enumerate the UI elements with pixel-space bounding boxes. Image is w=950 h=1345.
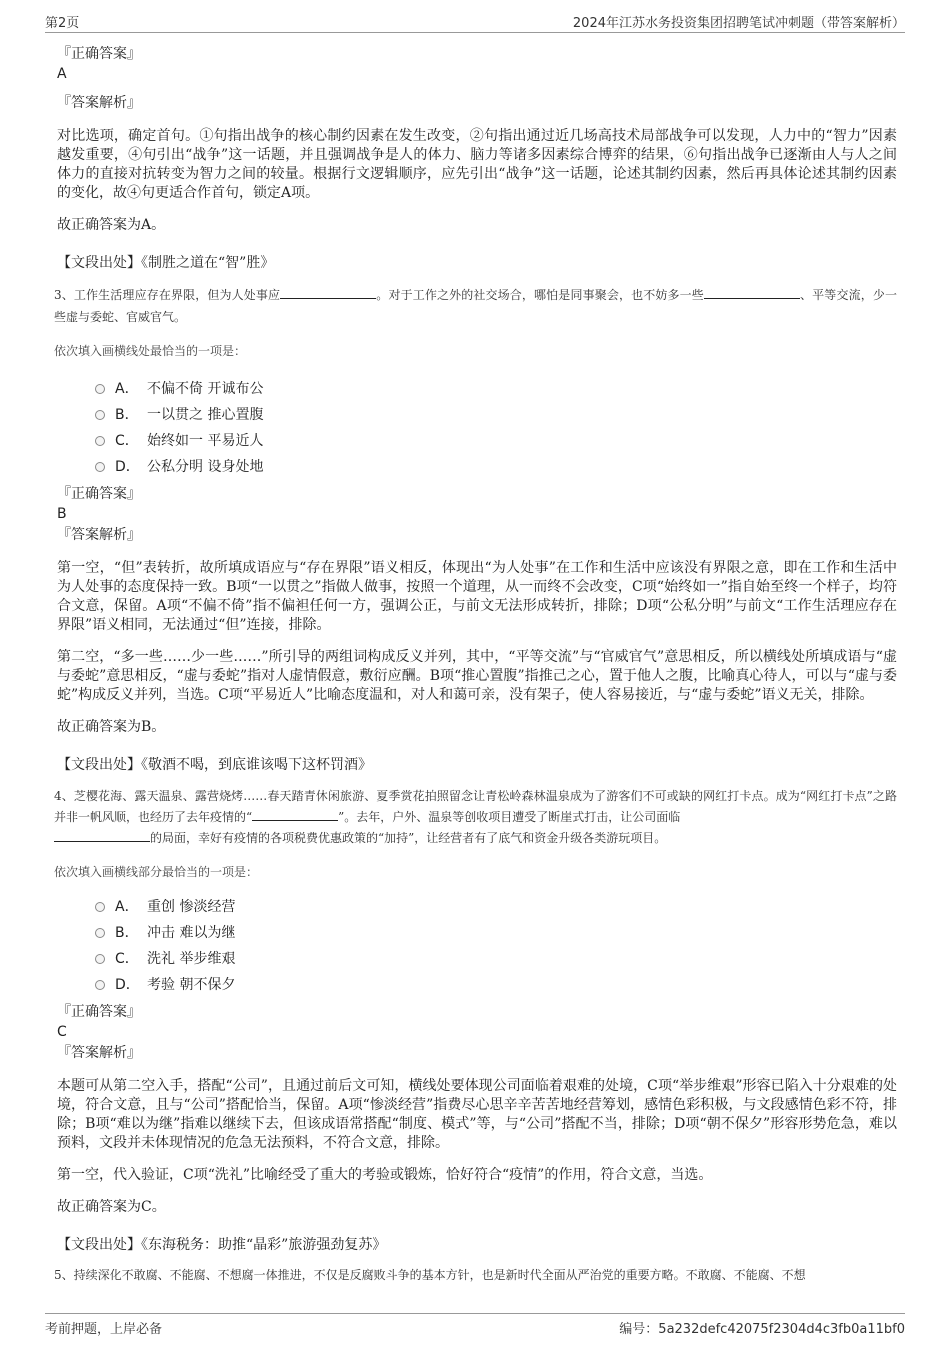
answer-value: C <box>57 1024 67 1040</box>
source-title: 《制胜之道在“智”胜》 <box>141 255 275 271</box>
fill-blank <box>704 285 800 299</box>
radio-icon[interactable] <box>95 902 105 912</box>
analysis-label: 『答案解析』 <box>57 527 141 543</box>
analysis-paragraph: 第一空，“但”表转折，故所填成语应与“存在界限”语义相反，体现出“为人处事”在工作和生活中应该没有界限之意，即在工作和生活中为人处事的态度保持一致。B项“一以贯之”指做人做事，按照一个道理，从一而终不会改变，C项“始终如一”指自始至终一个样子，均符合文意，保留。A项“不偏不倚”指不偏袒任何一方，强调公正，与前文无法形成转折，排除；D项“公私分明”与前文“工作生活理应存在界限”语义相同，无法通过“但”连接，排除。 <box>57 560 897 633</box>
option-d[interactable]: D． 考验 朝不保夕 <box>95 972 897 998</box>
question-stem: 5、持续深化不敢腐、不能腐、不想腐一体推进，不仅是反腐败斗争的基本方针，也是新时代全面从严治党的重要方略。不敢腐、不能腐、不想 <box>54 1268 806 1282</box>
conclusion: 故正确答案为C。 <box>57 1199 166 1215</box>
answer-value: A <box>57 66 67 82</box>
analysis-paragraph: 第一空，代入验证，C项“洗礼”比喻经受了重大的考验或锻炼，恰好符合“疫情”的作用，符合文意，当选。 <box>57 1167 713 1183</box>
question-instruction: 依次填入画横线部分最恰当的一项是： <box>54 865 259 879</box>
option-a[interactable]: A． 重创 惨淡经营 <box>95 894 897 920</box>
radio-icon[interactable] <box>95 384 105 394</box>
option-d[interactable]: D． 公私分明 设身处地 <box>95 454 897 480</box>
analysis-paragraph: 本题可从第二空入手，搭配“公司”，且通过前后文可知，横线处要体现公司面临着艰难的处境，C项“举步维艰”形容已陷入十分艰难的处境，符合文意，且与“公司”搭配恰当，保留。A项“惨淡经营”指费尽心思辛辛苦苦地经营筹划，感情色彩积极，与文段感情色彩不符，排除；B项“难以为继”指难以继续下去，但该成语常搭配“制度、模式”等，与“公司”搭配不当，排除；D项“朝不保夕”形容形势危急，难以预料，文段并未体现情况的危急无法预料，不符合文意，排除。 <box>57 1078 897 1151</box>
source-prefix: 【文段出处】 <box>57 255 141 271</box>
analysis-label: 『答案解析』 <box>57 95 141 111</box>
radio-icon[interactable] <box>95 928 105 938</box>
answer-label: 『正确答案』 <box>57 46 141 62</box>
options-list <box>57 376 897 480</box>
source-line: 【文段出处】《敬酒不喝，到底谁该喝下这杯罚酒》 <box>57 757 372 773</box>
answer-label: 『正确答案』 <box>57 486 141 502</box>
document-title: 2024年江苏水务投资集团招聘笔试冲刺题（带答案解析） <box>572 16 905 31</box>
option-a[interactable]: A． 不偏不倚 开诚布公 <box>95 376 897 402</box>
analysis-paragraph: 第二空，“多一些……少一些……”所引导的两组词构成反义并列，其中，“平等交流”与“官威官气”意思相反，所以横线处所填成语与“虚与委蛇”意思相反，“虚与委蛇”指对人虚情假意，敷衍应酬。B项“推心置腹”指推己之心，置于他人之腹，比喻真心待人，可以与“虚与委蛇”构成反义并列，当选。C项“平易近人”比喻态度温和，对人和蔼可亲，没有架子，使人容易接近，与“虚与委蛇”语义无关，排除。 <box>57 649 897 703</box>
page-header <box>45 10 905 33</box>
option-c[interactable]: C． 洗礼 举步维艰 <box>95 946 897 972</box>
document-body <box>54 44 897 1286</box>
option-b[interactable]: B． 冲击 难以为继 <box>95 920 897 946</box>
fill-blank <box>252 807 338 821</box>
page-footer <box>45 1313 905 1337</box>
fill-blank <box>54 828 150 842</box>
question-instruction: 依次填入画横线处最恰当的一项是： <box>54 344 247 358</box>
fill-blank <box>280 285 376 299</box>
option-c[interactable]: C． 始终如一 平易近人 <box>95 428 897 454</box>
question-stem: 3、工作生活理应存在界限，但为人处事应 。对于工作之外的社交场合，哪怕是同事聚会，也不妨多一些 、平等交流，少一些虚与委蛇、官威官气。 <box>54 284 897 328</box>
question-stem: 4、芝樱花海、露天温泉、露营烧烤……春天踏青休闲旅游、夏季赏花拍照留念让青松岭森林温泉成为了游客们不可或缺的网红打卡点。成为“网红打卡点”之路并非一帆风顺，也经历了去年疫情的“ ”。去年，户外、温泉等创收项目遭受了断崖式打击，让公司面临 的局面，幸好有疫情的各项税费优惠政策的“加持”，让经营者有了底气和资金升级各类游玩项目。 <box>54 789 897 845</box>
answer-label: 『正确答案』 <box>57 1004 141 1020</box>
answer-value: B <box>57 506 67 522</box>
document-code: 编号：5a232defc42075f2304d4c3fb0a11bf0 <box>619 1322 905 1337</box>
page-number: 第2页 <box>45 16 80 31</box>
source-line: 【文段出处】《东海税务：助推“晶彩”旅游强劲复苏》 <box>57 1237 387 1253</box>
source-line <box>57 252 897 272</box>
conclusion: 故正确答案为B。 <box>57 719 166 735</box>
radio-icon[interactable] <box>95 980 105 990</box>
footer-slogan: 考前押题，上岸必备 <box>45 1322 163 1337</box>
radio-icon[interactable] <box>95 462 105 472</box>
radio-icon[interactable] <box>95 436 105 446</box>
options-list <box>57 894 897 998</box>
option-b[interactable]: B． 一以贯之 推心置腹 <box>95 402 897 428</box>
analysis-label: 『答案解析』 <box>57 1045 141 1061</box>
conclusion: 故正确答案为A。 <box>57 217 166 233</box>
radio-icon[interactable] <box>95 410 105 420</box>
radio-icon[interactable] <box>95 954 105 964</box>
analysis-paragraph: 对比选项，确定首句。①句指出战争的核心制约因素在发生改变，②句指出通过近几场高技术局部战争可以发现，人力中的“智力”因素越发重要，④句引出“战争”这一话题，并且强调战争是人的体力、脑力等诸多因素综合博弈的结果，⑥句指出战争已逐渐由人与人之间体力的直接对抗转变为智力之间的较量。根据行文逻辑顺序，应先引出“战争”这一话题，论述其制约因素，然后再具体论述其制约因素的变化，故④句更适合作首句，锁定A项。 <box>57 128 897 201</box>
